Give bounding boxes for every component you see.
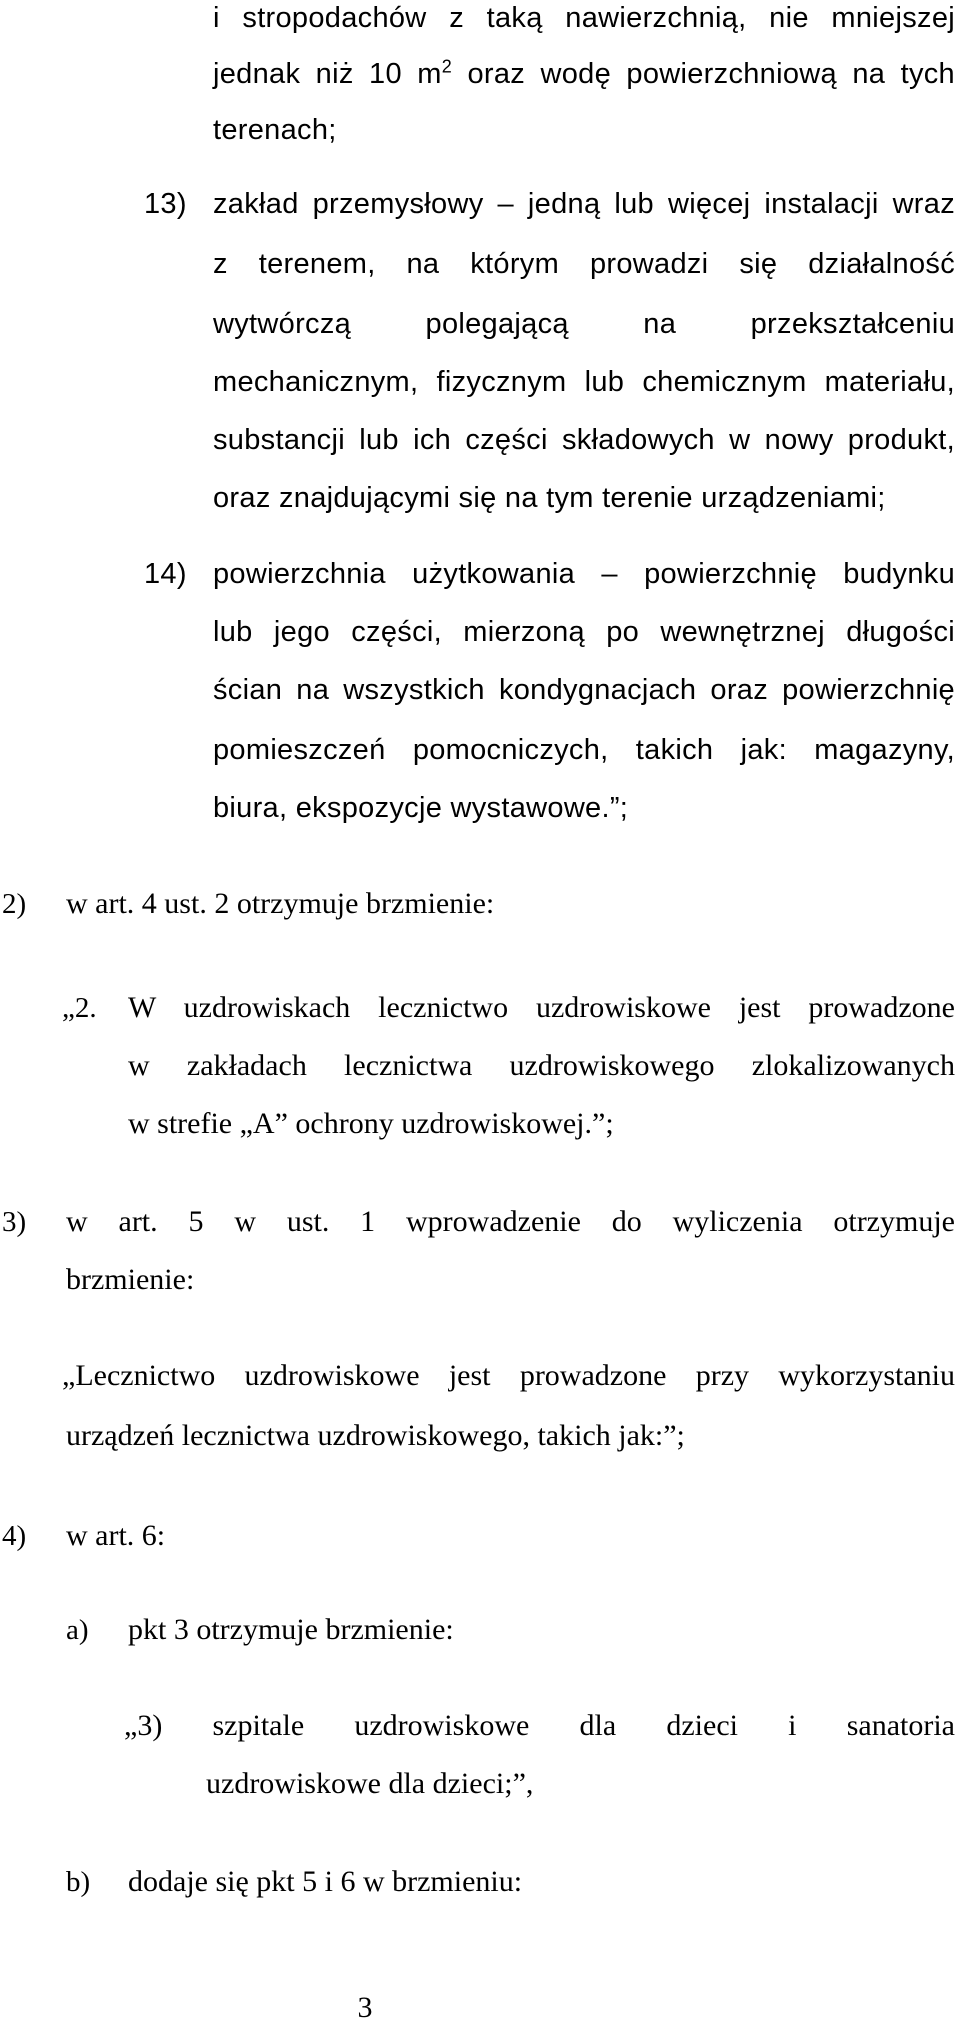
superscript: 2	[441, 56, 453, 77]
text-line: pomieszczeń pomocniczych, takich jak: magazyny,	[213, 734, 955, 766]
text-line: biura, ekspozycje wystawowe.”;	[213, 792, 629, 824]
text-line: mechanicznym, fizycznym lub chemicznym materiału,	[213, 366, 955, 398]
text-line: w art. 6:	[66, 1519, 166, 1552]
text-line: lub jego części, mierzoną po wewnętrznej długości	[213, 616, 955, 648]
item-number: 2)	[2, 888, 27, 920]
item-number: 3)	[2, 1206, 27, 1238]
text-line: uzdrowiskowe dla dzieci;”,	[206, 1767, 534, 1800]
definition-number: 14)	[144, 558, 187, 590]
text-line: z terenem, na którym prowadzi się działalność	[213, 248, 955, 280]
text-line	[213, 56, 955, 92]
text-line: wytwórczą polegającą na przekształceniu	[213, 308, 955, 340]
text-fragment: oraz wodę powierzchniową na tych	[452, 58, 955, 90]
page-number: 3	[357, 1991, 373, 2024]
text-line: ścian na wszystkich kondygnacjach oraz powierzchnię	[213, 674, 955, 706]
text-line: w strefie „A” ochrony uzdrowiskowej.”;	[128, 1107, 614, 1140]
text-line: i stropodachów z taką nawierzchnią, nie mniejszej	[213, 2, 955, 34]
text-line: W uzdrowiskach lecznictwo uzdrowiskowe jest prowadzone	[128, 991, 955, 1024]
text-line: brzmienie:	[66, 1263, 195, 1296]
text-line: w art. 4 ust. 2 otrzymuje brzmienie:	[66, 887, 495, 920]
quote-number: „2.	[62, 992, 97, 1024]
text-line: pkt 3 otrzymuje brzmienie:	[128, 1613, 454, 1646]
text-line: powierzchnia użytkowania – powierzchnię budynku	[213, 558, 955, 590]
text-line: w art. 5 w ust. 1 wprowadzenie do wyliczenia otrzymuje	[66, 1205, 955, 1238]
text-line: „3) szpitale uzdrowiskowe dla dzieci i sanatoria	[124, 1709, 955, 1742]
item-number: 4)	[2, 1520, 27, 1552]
text-line: terenach;	[213, 114, 337, 146]
text-line: substancji lub ich części składowych w nowy produkt,	[213, 424, 955, 456]
text-fragment: jednak niż 10 m	[213, 58, 442, 90]
text-line: dodaje się pkt 5 i 6 w brzmieniu:	[128, 1865, 523, 1898]
text-line: urządzeń lecznictwa uzdrowiskowego, takich jak:”;	[66, 1419, 685, 1452]
subitem-letter: b)	[66, 1866, 91, 1898]
definition-number: 13)	[144, 188, 187, 220]
text-line: „Lecznictwo uzdrowiskowe jest prowadzone przy wykorzystaniu	[62, 1359, 955, 1392]
text-line: oraz znajdującymi się na tym terenie urządzeniami;	[213, 482, 886, 514]
subitem-letter: a)	[66, 1614, 89, 1646]
text-line: zakład przemysłowy – jedną lub więcej instalacji wraz	[213, 188, 955, 220]
text-line: w zakładach lecznictwa uzdrowiskowego zlokalizowanych	[128, 1049, 955, 1082]
